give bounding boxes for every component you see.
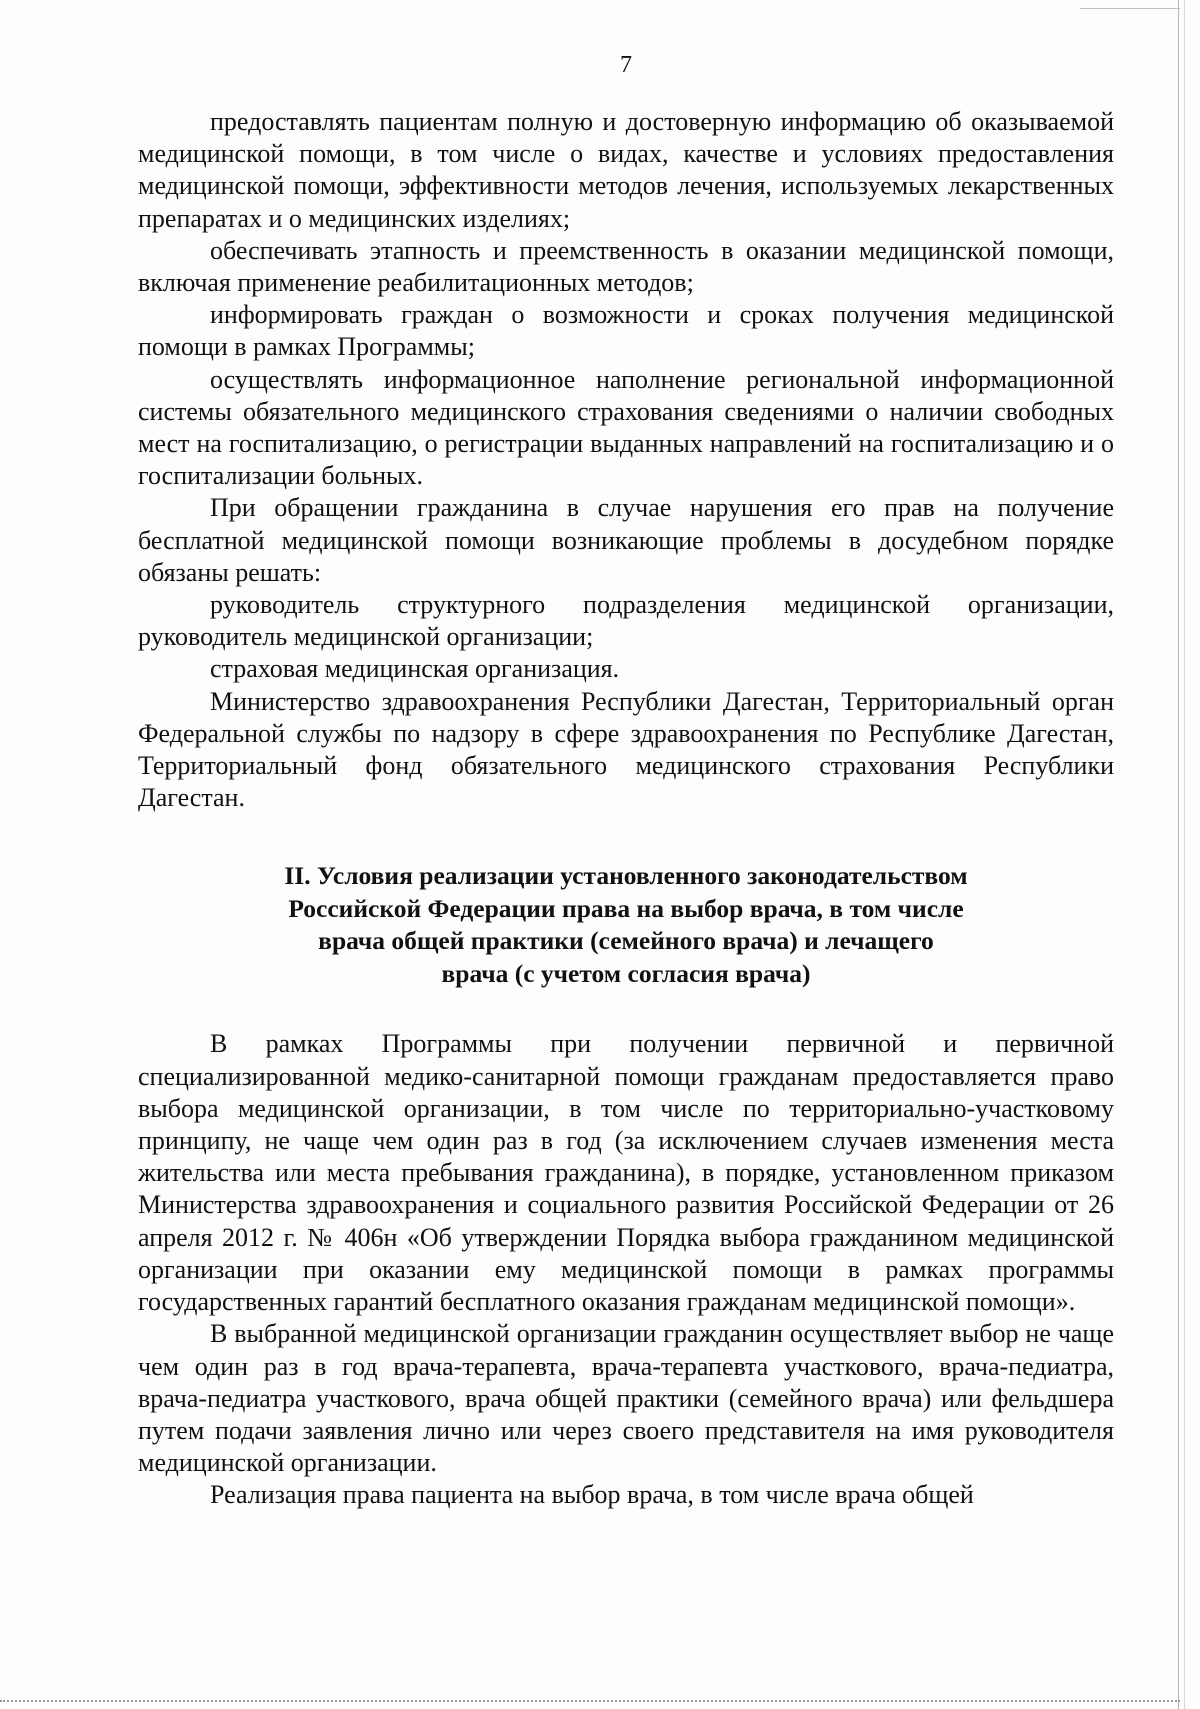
section-heading-line: II. Условия реализации установленного законодательством — [284, 861, 968, 891]
paragraph: предоставлять пациентам полную и достоверную информацию об оказываемой медицинской помощи, в том числе о видах, качестве и условиях предоставления медицинской помощи, эффективности методов лечения, используемых лекарственных препаратах и о медицинских изделиях; — [138, 107, 1114, 233]
paragraph: осуществлять информационное наполнение региональной информационной системы обязательного медицинского страхования сведениями о наличии свободных мест на госпитализацию, о регистрации выданных направлений на госпитализацию и о госпитализации больных. — [138, 364, 1114, 491]
paragraph: При обращении гражданина в случае нарушения его прав на получение бесплатной медицинской помощи возникающие проблемы в досудебном порядке обязаны решать: — [138, 493, 1114, 587]
paragraph: руководитель структурного подразделения медицинской организации, руководитель медицинской организации; — [138, 590, 1114, 652]
paragraph: В выбранной медицинской организации гражданин осуществляет выбор не чаще чем один раз в год врача-терапевта, врача-терапевта участкового, врача-педиатра, врача-педиатра участкового, врача общей практики (семейного врача) или фельдшера путем подачи заявления лично или через своего представителя на имя руководителя медицинской организации. — [138, 1319, 1114, 1478]
paragraph: Реализация права пациента на выбор врача, в том числе врача общей — [210, 1480, 974, 1510]
paragraph: Министерство здравоохранения Республики Дагестан, Территориальный орган Федеральной службы по надзору в сфере здравоохранения по Республике Дагестан, Территориальный фонд обязательного медицинского страхования Республики Дагестан. — [138, 686, 1114, 813]
paragraph: обеспечивать этапность и преемственность в оказании медицинской помощи, включая применение реабилитационных методов; — [138, 235, 1114, 298]
paragraph: информировать граждан о возможности и сроках получения медицинской помощи в рамках Программы; — [138, 300, 1114, 362]
section-heading-line: врача общей практики (семейного врача) и лечащего — [318, 926, 934, 956]
section-heading-line: врача (с учетом согласия врача) — [441, 958, 811, 988]
section-heading — [138, 860, 1114, 990]
scan-edge-bottom — [0, 1700, 1180, 1702]
paragraph: страховая медицинская организация. — [210, 654, 620, 684]
scan-edge-top — [1080, 8, 1180, 9]
scan-edge-right-shadow — [1184, 0, 1185, 1709]
scan-edge-right — [1178, 0, 1179, 1709]
document-body — [138, 106, 1114, 1512]
section-heading-line: Российской Федерации права на выбор врача, в том числе — [288, 893, 964, 923]
paragraph: В рамках Программы при получении первичной и первичной специализированной медико-санитарной помощи гражданам предоставляется право выбора медицинской организации, в том числе по территориально-участковому принципу, не чаще чем один раз в год (за исключением случаев изменения места жительства или места пребывания гражданина), в порядке, установленном приказом Министерства здравоохранения и социального развития Российской Федерации от 26 апреля 2012 г. № 406н «Об утверждении Порядка выбора гражданином медицинской организации при оказании ему медицинской помощи в рамках программы государственных гарантий бесплатного оказания гражданам медицинской помощи». — [138, 1029, 1114, 1317]
page-number: 7 — [620, 52, 632, 78]
